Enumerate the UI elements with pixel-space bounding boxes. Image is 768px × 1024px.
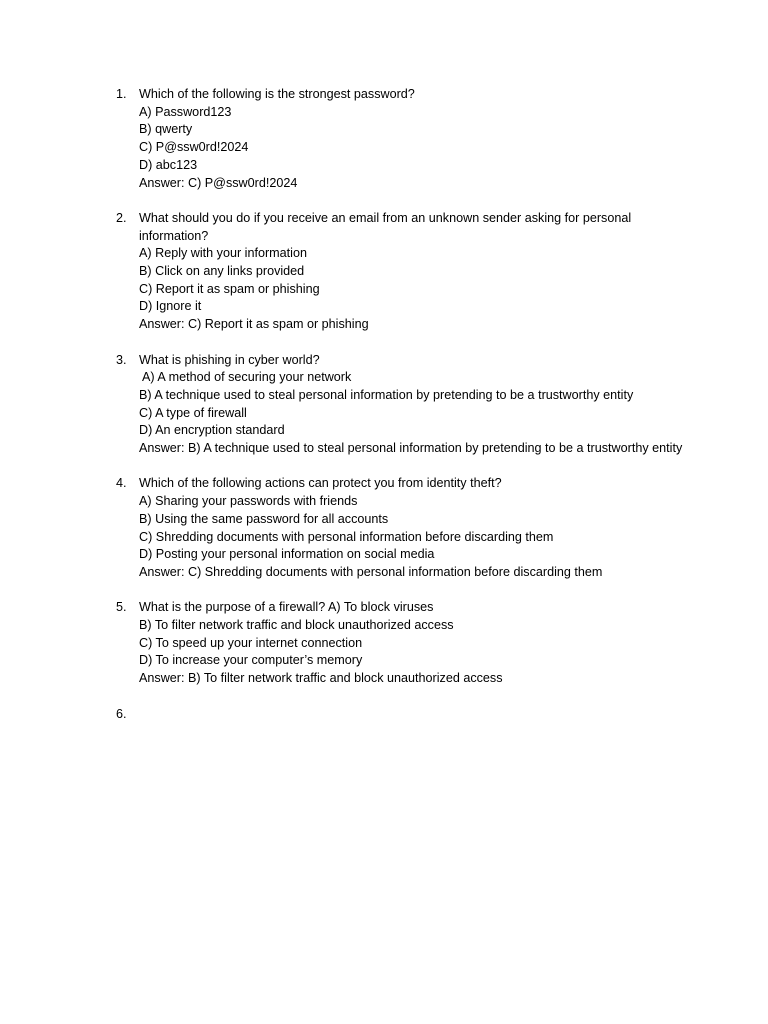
question-number: 1. [116,87,127,101]
option-d: D) To increase your computer’s memory [139,653,363,668]
option-c: C) A type of firewall [139,405,247,420]
option-c: C) To speed up your internet connection [139,635,363,650]
answer-line: Answer: C) Shredding documents with personal information before discarding them [139,564,603,579]
question-6-empty [116,706,696,724]
question-list [116,86,696,741]
question-text: What is the purpose of a firewall? A) To block viruses [139,600,434,615]
option-d: D) abc123 [139,157,198,172]
option-c: C) P@ssw0rd!2024 [139,140,249,155]
option-b: B) To filter network traffic and block unauthorized access [139,618,454,633]
question-3 [116,352,696,458]
option-a: A) Reply with your information [139,246,307,261]
option-b: B) Using the same password for all accounts [139,511,389,526]
question-1 [116,86,696,192]
answer-line: Answer: B) To filter network traffic and block unauthorized access [139,671,503,686]
question-number: 2. [116,210,127,225]
option-d: D) Posting your personal information on social media [139,547,435,562]
question-text: What should you do if you receive an email from an unknown sender asking for personal information? [139,210,632,243]
question-text: Which of the following actions can protect you from identity theft? [139,476,502,491]
answer-line: Answer: C) Report it as spam or phishing [139,317,369,332]
option-b: B) A technique used to steal personal information by pretending to be a trustworthy entity [139,387,634,402]
question-5 [116,599,696,688]
answer-line: Answer: C) P@ssw0rd!2024 [139,175,298,190]
option-c: C) Shredding documents with personal information before discarding them [139,529,554,544]
option-b: B) Click on any links provided [139,264,305,279]
option-a: A) Password123 [139,104,232,119]
option-b: B) qwerty [139,122,193,137]
option-a: A) Sharing your passwords with friends [139,494,358,509]
question-text-empty [139,706,696,724]
option-d: D) Ignore it [139,299,202,314]
option-c: C) Report it as spam or phishing [139,281,320,296]
answer-line: Answer: B) A technique used to steal personal information by pretending to be a trustworthy entity [139,441,683,456]
question-number: 5. [116,600,127,615]
question-4 [116,475,696,581]
option-d: D) An encryption standard [139,423,285,438]
question-number: 3. [116,352,127,367]
question-2 [116,210,696,334]
question-number: 4. [116,476,127,491]
question-text: Which of the following is the strongest password? [139,87,415,101]
question-number: 6. [116,706,127,721]
option-a: A) A method of securing your network [142,370,352,385]
question-text: What is phishing in cyber world? [139,352,320,367]
